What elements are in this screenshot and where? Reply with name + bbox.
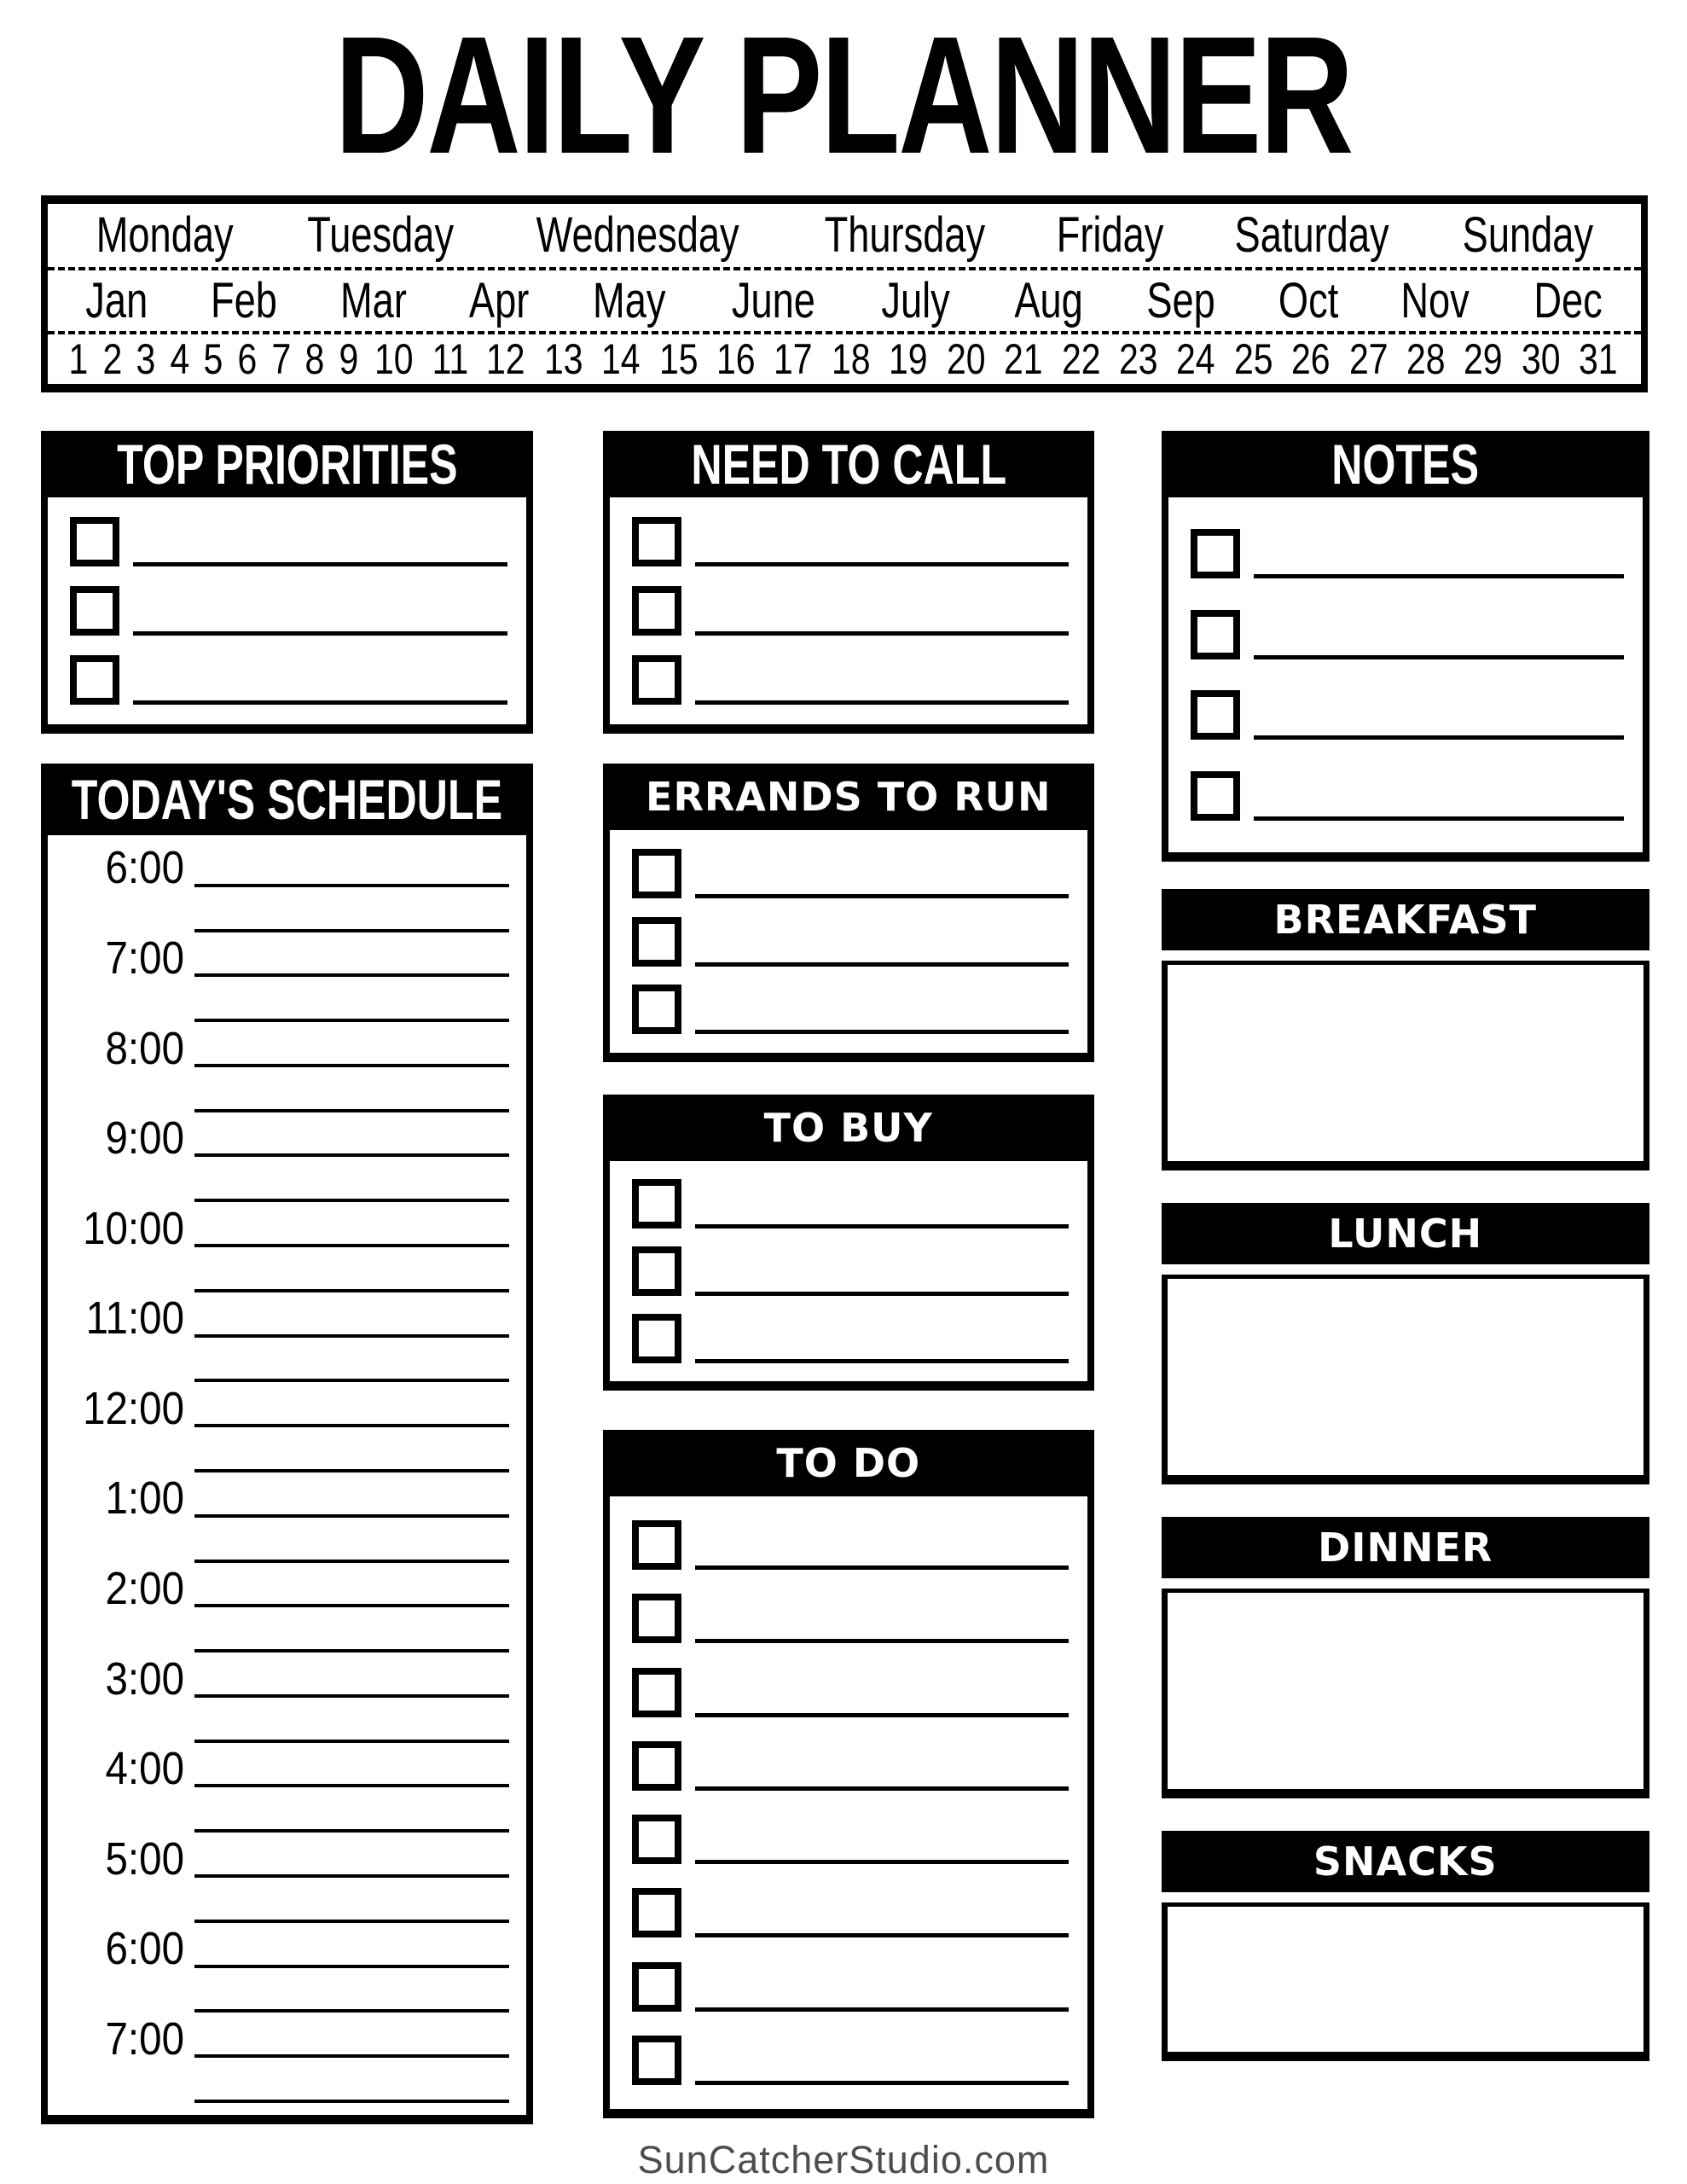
- schedule-time-label: 6:00: [105, 1923, 184, 1975]
- priority-checkbox[interactable]: [70, 517, 119, 566]
- section-title: TO BUY: [763, 1105, 933, 1151]
- call-row: [610, 655, 1087, 705]
- date-12: 12: [486, 335, 526, 383]
- schedule-time-label: 12:00: [83, 1382, 184, 1434]
- need-to-call-header: [603, 431, 1094, 497]
- schedule-halfhour-row: [48, 1071, 526, 1116]
- month-apr: Apr: [469, 272, 530, 328]
- date-30: 30: [1521, 335, 1561, 383]
- schedule-time-label: 10:00: [83, 1202, 184, 1254]
- weekday-monday: Monday: [96, 207, 234, 264]
- weekday-sunday: Sunday: [1462, 207, 1594, 264]
- schedule-halfhour-row: [48, 2061, 526, 2106]
- date-26: 26: [1291, 335, 1330, 383]
- schedule-time-label: 4:00: [105, 1743, 184, 1795]
- note-write-in-line[interactable]: [1254, 574, 1625, 578]
- todo-row: [610, 1962, 1087, 2012]
- errand-write-in-line[interactable]: [695, 1030, 1069, 1034]
- section-snacks: [1162, 1831, 1650, 2061]
- todays-schedule-body: [41, 835, 533, 2124]
- date-18: 18: [831, 335, 871, 383]
- schedule-hour-row: [48, 2013, 526, 2065]
- section-title: NOTES: [1331, 433, 1480, 496]
- note-row: [1168, 771, 1644, 821]
- schedule-halfhour-line[interactable]: [194, 1109, 509, 1112]
- todo-row: [610, 1668, 1087, 1717]
- date-28: 28: [1406, 335, 1446, 383]
- call-write-in-line[interactable]: [695, 631, 1069, 636]
- calendar-strip: [41, 195, 1648, 392]
- buy-checkbox[interactable]: [632, 1314, 681, 1363]
- month-row: [48, 270, 1641, 334]
- to-do-body: [603, 1496, 1094, 2118]
- schedule-time-label: 5:00: [105, 1833, 184, 1885]
- priority-row: [48, 517, 526, 566]
- todo-row: [610, 1520, 1087, 1570]
- section-to-do: [603, 1430, 1094, 2118]
- date-6: 6: [237, 335, 258, 383]
- section-notes: [1162, 431, 1650, 862]
- buy-write-in-line[interactable]: [695, 1359, 1069, 1363]
- month-aug: Aug: [1014, 272, 1083, 328]
- schedule-time-label: 9:00: [105, 1112, 184, 1165]
- date-14: 14: [601, 335, 641, 383]
- schedule-time-label: 7:00: [105, 2013, 184, 2065]
- schedule-hour-line[interactable]: [194, 1064, 509, 1067]
- priority-row: [48, 586, 526, 636]
- priority-write-in-line[interactable]: [133, 631, 507, 636]
- todo-write-in-line[interactable]: [695, 1565, 1069, 1570]
- priority-write-in-line[interactable]: [133, 562, 507, 566]
- todo-write-in-line[interactable]: [695, 1933, 1069, 1937]
- todo-checkbox[interactable]: [632, 1741, 681, 1791]
- schedule-halfhour-line[interactable]: [194, 929, 509, 932]
- todo-checkbox[interactable]: [632, 2036, 681, 2085]
- date-16: 16: [716, 335, 756, 383]
- errand-row: [610, 917, 1087, 967]
- schedule-hour-row: [48, 1653, 526, 1705]
- schedule-halfhour-line[interactable]: [194, 1829, 509, 1833]
- date-15: 15: [658, 335, 699, 383]
- page-title-wrap: [0, 2, 1687, 189]
- call-write-in-line[interactable]: [695, 562, 1069, 566]
- month-mar: Mar: [339, 272, 407, 328]
- schedule-halfhour-row: [48, 1701, 526, 1746]
- errand-checkbox[interactable]: [632, 849, 681, 898]
- note-write-in-line[interactable]: [1254, 735, 1625, 740]
- to-buy-header: [603, 1095, 1094, 1161]
- call-row: [610, 586, 1087, 636]
- buy-row: [610, 1179, 1087, 1228]
- schedule-hour-line[interactable]: [194, 973, 509, 977]
- date-17: 17: [774, 335, 814, 383]
- schedule-hour-line[interactable]: [194, 884, 509, 887]
- schedule-hour-row: [48, 1743, 526, 1795]
- schedule-hour-row: [48, 1382, 526, 1434]
- dinner-write-in-area[interactable]: [1162, 1589, 1650, 1798]
- schedule-hour-line[interactable]: [194, 1784, 509, 1787]
- weekday-tuesday: Tuesday: [306, 207, 454, 264]
- schedule-hour-line[interactable]: [194, 1694, 509, 1698]
- page-title: DAILY PLANNER: [334, 2, 1353, 189]
- schedule-hour-row: [48, 1292, 526, 1345]
- date-9: 9: [339, 335, 359, 383]
- buy-write-in-line[interactable]: [695, 1224, 1069, 1228]
- weekday-wednesday: Wednesday: [536, 207, 740, 264]
- schedule-hour-row: [48, 1022, 526, 1074]
- date-11: 11: [432, 335, 468, 383]
- schedule-halfhour-line[interactable]: [194, 2100, 509, 2103]
- schedule-hour-row: [48, 1472, 526, 1525]
- schedule-time-label: 11:00: [85, 1292, 184, 1345]
- schedule-hour-line[interactable]: [194, 1424, 509, 1427]
- month-sep: Sep: [1146, 272, 1216, 328]
- date-7: 7: [271, 335, 291, 383]
- month-june: June: [732, 272, 816, 328]
- date-13: 13: [543, 335, 583, 383]
- weekday-saturday: Saturday: [1234, 207, 1389, 264]
- schedule-hour-line[interactable]: [194, 1874, 509, 1878]
- priority-row: [48, 655, 526, 705]
- date-20: 20: [946, 335, 986, 383]
- footer-credit: SunCatcherStudio.com: [637, 2138, 1050, 2181]
- todo-checkbox[interactable]: [632, 1815, 681, 1864]
- schedule-time-label: 2:00: [105, 1562, 184, 1614]
- planner-columns: [41, 431, 1649, 2124]
- schedule-halfhour-row: [48, 891, 526, 936]
- call-row: [610, 517, 1087, 566]
- todo-row: [610, 2036, 1087, 2085]
- todo-write-in-line[interactable]: [695, 2007, 1069, 2012]
- schedule-hour-line[interactable]: [194, 1244, 509, 1247]
- todo-write-in-line[interactable]: [695, 1713, 1069, 1717]
- month-feb: Feb: [210, 272, 277, 328]
- buy-row: [610, 1314, 1087, 1363]
- schedule-hour-line[interactable]: [194, 1604, 509, 1607]
- note-checkbox[interactable]: [1191, 529, 1240, 578]
- note-checkbox[interactable]: [1191, 610, 1240, 659]
- date-4: 4: [170, 335, 190, 383]
- date-2: 2: [102, 335, 122, 383]
- dinner-header: [1162, 1517, 1650, 1578]
- schedule-halfhour-line[interactable]: [194, 1469, 509, 1472]
- schedule-halfhour-line[interactable]: [194, 1920, 509, 1923]
- schedule-halfhour-row: [48, 1881, 526, 1926]
- section-title: NEED TO CALL: [690, 433, 1006, 496]
- schedule-time-label: 6:00: [105, 842, 184, 894]
- weekday-thursday: Thursday: [824, 207, 986, 264]
- call-checkbox[interactable]: [632, 655, 681, 705]
- date-29: 29: [1464, 335, 1503, 383]
- section-todays-schedule: [41, 764, 533, 2124]
- date-23: 23: [1118, 335, 1158, 383]
- note-checkbox[interactable]: [1191, 771, 1240, 821]
- date-31: 31: [1579, 335, 1618, 383]
- date-27: 27: [1348, 335, 1388, 383]
- section-top-priorities: [41, 431, 533, 734]
- month-july: July: [881, 272, 951, 328]
- date-1: 1: [68, 335, 89, 383]
- section-dinner: [1162, 1517, 1650, 1798]
- weekday-friday: Friday: [1056, 207, 1164, 264]
- errand-write-in-line[interactable]: [695, 894, 1069, 898]
- month-oct: Oct: [1278, 272, 1339, 328]
- errand-checkbox[interactable]: [632, 917, 681, 967]
- errand-write-in-line[interactable]: [695, 962, 1069, 967]
- schedule-halfhour-line[interactable]: [194, 1560, 509, 1563]
- schedule-hour-row: [48, 842, 526, 894]
- section-title: BREAKFAST: [1273, 897, 1537, 943]
- schedule-hour-row: [48, 932, 526, 985]
- column-right: [1162, 431, 1650, 2061]
- section-title: TOP PRIORITIES: [116, 433, 458, 496]
- schedule-halfhour-line[interactable]: [194, 1019, 509, 1022]
- date-3: 3: [136, 335, 156, 383]
- buy-checkbox[interactable]: [632, 1246, 681, 1296]
- buy-row: [610, 1246, 1087, 1296]
- date-8: 8: [304, 335, 325, 383]
- errands-to-run-header: [603, 764, 1094, 830]
- need-to-call-body: [603, 497, 1094, 734]
- schedule-hour-row: [48, 1202, 526, 1254]
- top-priorities-header: [41, 431, 533, 497]
- call-checkbox[interactable]: [632, 517, 681, 566]
- to-do-header: [603, 1430, 1094, 1496]
- todo-row: [610, 1888, 1087, 1937]
- date-22: 22: [1061, 335, 1101, 383]
- schedule-halfhour-line[interactable]: [194, 1199, 509, 1202]
- errands-to-run-body: [603, 830, 1094, 1062]
- snacks-header: [1162, 1831, 1650, 1892]
- schedule-time-label: 1:00: [105, 1472, 184, 1525]
- schedule-halfhour-line[interactable]: [194, 1740, 509, 1743]
- schedule-halfhour-row: [48, 1791, 526, 1836]
- errand-row: [610, 985, 1087, 1034]
- to-buy-body: [603, 1161, 1094, 1391]
- lunch-write-in-area[interactable]: [1162, 1275, 1650, 1484]
- priority-checkbox[interactable]: [70, 655, 119, 705]
- schedule-halfhour-line[interactable]: [194, 1379, 509, 1382]
- section-need-to-call: [603, 431, 1094, 734]
- schedule-halfhour-row: [48, 980, 526, 1025]
- call-write-in-line[interactable]: [695, 700, 1069, 705]
- section-breakfast: [1162, 889, 1650, 1170]
- date-24: 24: [1176, 335, 1215, 383]
- schedule-hour-row: [48, 1562, 526, 1614]
- todo-write-in-line[interactable]: [695, 1639, 1069, 1643]
- note-write-in-line[interactable]: [1254, 816, 1625, 821]
- schedule-halfhour-row: [48, 1521, 526, 1566]
- section-lunch: [1162, 1203, 1650, 1484]
- section-to-buy: [603, 1095, 1094, 1391]
- date-21: 21: [1004, 335, 1043, 383]
- todays-schedule-header: [41, 764, 533, 835]
- todo-checkbox[interactable]: [632, 1668, 681, 1717]
- section-title: LUNCH: [1328, 1211, 1483, 1257]
- month-jan: Jan: [85, 272, 148, 328]
- schedule-halfhour-line[interactable]: [194, 1289, 509, 1292]
- schedule-time-label: 3:00: [105, 1653, 184, 1705]
- note-row: [1168, 610, 1644, 659]
- priority-checkbox[interactable]: [70, 586, 119, 636]
- todo-row: [610, 1594, 1087, 1643]
- priority-write-in-line[interactable]: [133, 700, 507, 705]
- errand-row: [610, 849, 1087, 898]
- breakfast-header: [1162, 889, 1650, 950]
- date-19: 19: [889, 335, 928, 383]
- todo-write-in-line[interactable]: [695, 1860, 1069, 1864]
- schedule-hour-row: [48, 1923, 526, 1975]
- note-checkbox[interactable]: [1191, 690, 1240, 740]
- note-row: [1168, 690, 1644, 740]
- todo-checkbox[interactable]: [632, 1888, 681, 1937]
- schedule-halfhour-row: [48, 1972, 526, 2017]
- note-row: [1168, 529, 1644, 578]
- todo-write-in-line[interactable]: [695, 2081, 1069, 2085]
- todo-checkbox[interactable]: [632, 1962, 681, 2012]
- column-middle: [603, 431, 1094, 2118]
- snacks-write-in-area[interactable]: [1162, 1902, 1650, 2061]
- section-title: TODAY'S SCHEDULE: [71, 768, 503, 831]
- lunch-header: [1162, 1203, 1650, 1264]
- schedule-hour-line[interactable]: [194, 2054, 509, 2058]
- notes-header: [1162, 431, 1650, 497]
- schedule-halfhour-line[interactable]: [194, 1649, 509, 1653]
- schedule-halfhour-row: [48, 1251, 526, 1296]
- section-title: ERRANDS TO RUN: [646, 774, 1052, 820]
- column-left: [41, 431, 533, 2124]
- month-nov: Nov: [1400, 272, 1470, 328]
- schedule-halfhour-line[interactable]: [194, 2009, 509, 2013]
- breakfast-write-in-area[interactable]: [1162, 961, 1650, 1170]
- errand-checkbox[interactable]: [632, 985, 681, 1034]
- schedule-halfhour-row: [48, 1341, 526, 1386]
- buy-write-in-line[interactable]: [695, 1292, 1069, 1296]
- section-title: TO DO: [776, 1440, 921, 1486]
- todo-row: [610, 1815, 1087, 1864]
- call-checkbox[interactable]: [632, 586, 681, 636]
- weekday-row: [48, 204, 1641, 270]
- buy-checkbox[interactable]: [632, 1179, 681, 1228]
- month-dec: Dec: [1533, 272, 1603, 328]
- section-title: DINNER: [1318, 1525, 1493, 1571]
- schedule-hour-line[interactable]: [194, 1334, 509, 1338]
- note-write-in-line[interactable]: [1254, 655, 1625, 659]
- top-priorities-body: [41, 497, 533, 734]
- todo-checkbox[interactable]: [632, 1594, 681, 1643]
- date-25: 25: [1233, 335, 1273, 383]
- schedule-halfhour-row: [48, 1431, 526, 1476]
- schedule-hour-line[interactable]: [194, 1153, 509, 1157]
- schedule-halfhour-row: [48, 1611, 526, 1656]
- date-row: [48, 334, 1641, 384]
- schedule-hour-row: [48, 1833, 526, 1885]
- schedule-halfhour-row: [48, 1160, 526, 1205]
- schedule-hour-row: [48, 1112, 526, 1165]
- schedule-hour-line[interactable]: [194, 1514, 509, 1518]
- schedule-time-label: 8:00: [105, 1022, 184, 1074]
- todo-row: [610, 1741, 1087, 1791]
- section-title: SNACKS: [1313, 1838, 1498, 1885]
- notes-body: [1162, 497, 1650, 862]
- todo-write-in-line[interactable]: [695, 1786, 1069, 1791]
- schedule-hour-line[interactable]: [194, 1965, 509, 1968]
- todo-checkbox[interactable]: [632, 1520, 681, 1570]
- section-errands-to-run: [603, 764, 1094, 1062]
- date-10: 10: [374, 335, 414, 383]
- schedule-time-label: 7:00: [105, 932, 184, 985]
- month-may: May: [592, 272, 666, 328]
- date-5: 5: [203, 335, 223, 383]
